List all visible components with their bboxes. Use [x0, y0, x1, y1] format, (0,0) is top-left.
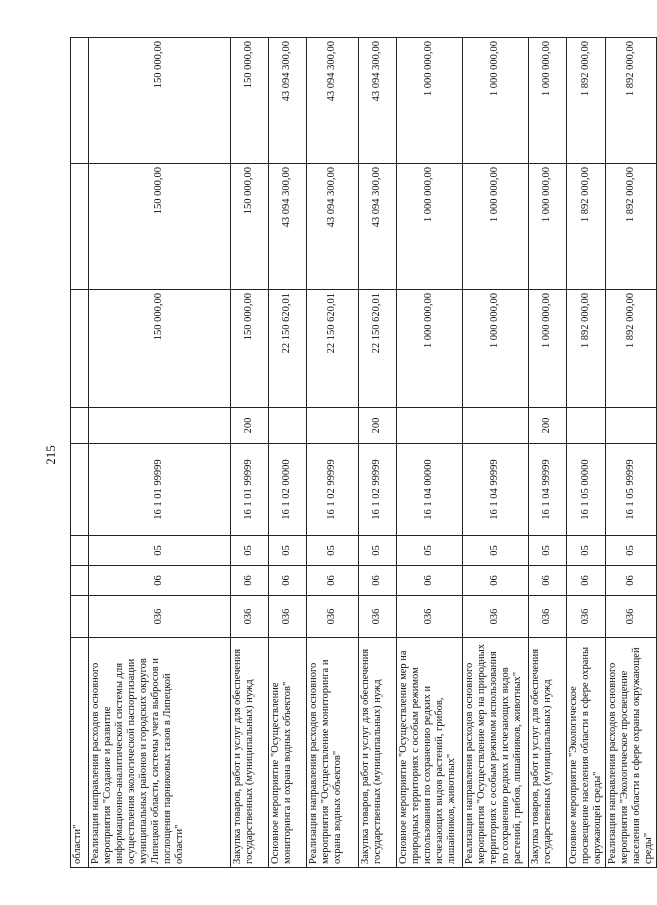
row-sum-1: 22 150 620,01 [359, 290, 397, 408]
row-code-gr: 036 [89, 596, 231, 638]
row-sum-1 [71, 290, 89, 408]
row-name: Реализация направления расходов основного мероприятия "Экологическое просвещение населения области в сфере охраны окружающей среды" [606, 638, 657, 868]
rotated-table-container [70, 38, 655, 868]
row-sum-3: 43 094 300,00 [307, 38, 359, 164]
row-code-gr: 036 [463, 596, 529, 638]
row-sum-2: 1 000 000,00 [529, 164, 567, 290]
row-code-vr [397, 408, 463, 444]
row-code-vr [567, 408, 606, 444]
row-sum-2: 150 000,00 [231, 164, 269, 290]
row-sum-2: 43 094 300,00 [307, 164, 359, 290]
row-code-csr: 16 1 02 99999 [359, 444, 397, 536]
row-code-csr: 16 1 04 99999 [463, 444, 529, 536]
row-name: Основное мероприятие "Осуществление мониторинга и охрана водных объектов" [269, 638, 307, 868]
row-code-csr: 16 1 05 00000 [567, 444, 606, 536]
row-code-rz: 06 [359, 566, 397, 596]
table-row [71, 38, 89, 868]
row-name: Закупка товаров, работ и услуг для обеспечения государственных (муниципальных) нужд [231, 638, 269, 868]
row-sum-1: 22 150 620,01 [269, 290, 307, 408]
row-code-csr: 16 1 04 00000 [397, 444, 463, 536]
row-code-vr [71, 408, 89, 444]
row-sum-3: 1 892 000,00 [606, 38, 657, 164]
row-code-csr: 16 1 05 99999 [606, 444, 657, 536]
table-row [567, 38, 606, 868]
row-code-rz: 06 [307, 566, 359, 596]
row-code-gr: 036 [529, 596, 567, 638]
row-sum-3: 150 000,00 [89, 38, 231, 164]
row-code-vr [606, 408, 657, 444]
row-code-pr: 05 [89, 536, 231, 566]
row-code-pr: 05 [307, 536, 359, 566]
row-code-vr: 200 [359, 408, 397, 444]
row-code-gr [71, 596, 89, 638]
row-code-pr: 05 [567, 536, 606, 566]
row-code-csr: 16 1 02 99999 [307, 444, 359, 536]
row-sum-2: 1 000 000,00 [463, 164, 529, 290]
table-row [231, 38, 269, 868]
table-row [529, 38, 567, 868]
row-code-csr: 16 1 04 99999 [529, 444, 567, 536]
row-code-pr: 05 [606, 536, 657, 566]
table-row [89, 38, 231, 868]
row-code-csr: 16 1 01 99999 [89, 444, 231, 536]
row-sum-1: 1 000 000,00 [397, 290, 463, 408]
row-code-rz [71, 566, 89, 596]
row-code-pr: 05 [231, 536, 269, 566]
row-sum-2: 150 000,00 [89, 164, 231, 290]
row-code-pr: 05 [529, 536, 567, 566]
row-code-gr: 036 [606, 596, 657, 638]
row-sum-1: 150 000,00 [231, 290, 269, 408]
row-code-gr: 036 [567, 596, 606, 638]
table-row [359, 38, 397, 868]
row-code-vr [307, 408, 359, 444]
row-code-gr: 036 [307, 596, 359, 638]
table-row [606, 38, 657, 868]
row-sum-3: 43 094 300,00 [359, 38, 397, 164]
row-name: Реализация направления расходов основного мероприятия "Осуществление мер на природных территориях с особым режимом использования по сохранению редких и исчезающих видов растений, грибов, лишайников, животных" [463, 638, 529, 868]
row-sum-3: 1 000 000,00 [463, 38, 529, 164]
row-code-gr: 036 [231, 596, 269, 638]
row-code-vr [463, 408, 529, 444]
row-code-gr: 036 [269, 596, 307, 638]
row-code-pr [71, 536, 89, 566]
row-sum-3 [71, 38, 89, 164]
row-code-vr: 200 [231, 408, 269, 444]
row-code-rz: 06 [463, 566, 529, 596]
row-code-csr: 16 1 01 99999 [231, 444, 269, 536]
row-sum-3: 150 000,00 [231, 38, 269, 164]
row-sum-1: 1 892 000,00 [606, 290, 657, 408]
row-sum-2: 43 094 300,00 [359, 164, 397, 290]
row-sum-1: 150 000,00 [89, 290, 231, 408]
row-code-rz: 06 [567, 566, 606, 596]
row-name: Реализация направления расходов основного мероприятия "Осуществление мониторинга и охрана водных объектов" [307, 638, 359, 868]
row-sum-2: 1 000 000,00 [397, 164, 463, 290]
table-row [463, 38, 529, 868]
row-sum-3: 43 094 300,00 [269, 38, 307, 164]
row-sum-2: 1 892 000,00 [567, 164, 606, 290]
row-name: Основное мероприятие "Экологическое просвещение населения области в сфере охраны окружающей среды" [567, 638, 606, 868]
row-name: Закупка товаров, работ и услуг для обеспечения государственных (муниципальных) нужд [359, 638, 397, 868]
table-body [71, 38, 657, 868]
row-code-rz: 06 [397, 566, 463, 596]
row-sum-1: 1 000 000,00 [463, 290, 529, 408]
row-sum-2: 43 094 300,00 [269, 164, 307, 290]
row-code-gr: 036 [397, 596, 463, 638]
row-sum-1: 22 150 620,01 [307, 290, 359, 408]
row-sum-1: 1 000 000,00 [529, 290, 567, 408]
row-code-gr: 036 [359, 596, 397, 638]
row-code-rz: 06 [529, 566, 567, 596]
row-name: Основное мероприятие "Осуществление мер на природных территориях с особым режимом использования по сохранению редких и исчезающих видов растений, грибов, лишайников, животных" [397, 638, 463, 868]
page-number: 215 [43, 445, 58, 465]
row-code-vr [89, 408, 231, 444]
table-row [269, 38, 307, 868]
row-code-csr [71, 444, 89, 536]
row-sum-3: 1 000 000,00 [397, 38, 463, 164]
row-code-pr: 05 [269, 536, 307, 566]
row-code-pr: 05 [397, 536, 463, 566]
row-code-rz: 06 [89, 566, 231, 596]
row-sum-2 [71, 164, 89, 290]
row-name: Закупка товаров, работ и услуг для обеспечения государственных (муниципальных) нужд [529, 638, 567, 868]
row-sum-1: 1 892 000,00 [567, 290, 606, 408]
row-sum-3: 1 892 000,00 [567, 38, 606, 164]
row-code-vr [269, 408, 307, 444]
row-code-rz: 06 [231, 566, 269, 596]
table-row [307, 38, 359, 868]
budget-table [70, 37, 657, 868]
row-code-vr: 200 [529, 408, 567, 444]
row-name: области" [71, 638, 89, 868]
row-code-rz: 06 [269, 566, 307, 596]
row-code-rz: 06 [606, 566, 657, 596]
row-code-pr: 05 [359, 536, 397, 566]
row-sum-2: 1 892 000,00 [606, 164, 657, 290]
table-row [397, 38, 463, 868]
row-name: Реализация направления расходов основного мероприятия "Создание и развитие информационно-аналитической системы для осуществления экологической паспортизации муниципальных районов и городских округов Липецкой области, системы учета выбросов и поглощения парниковых газов в Липецкой области" [89, 638, 231, 868]
row-code-pr: 05 [463, 536, 529, 566]
row-sum-3: 1 000 000,00 [529, 38, 567, 164]
row-code-csr: 16 1 02 00000 [269, 444, 307, 536]
